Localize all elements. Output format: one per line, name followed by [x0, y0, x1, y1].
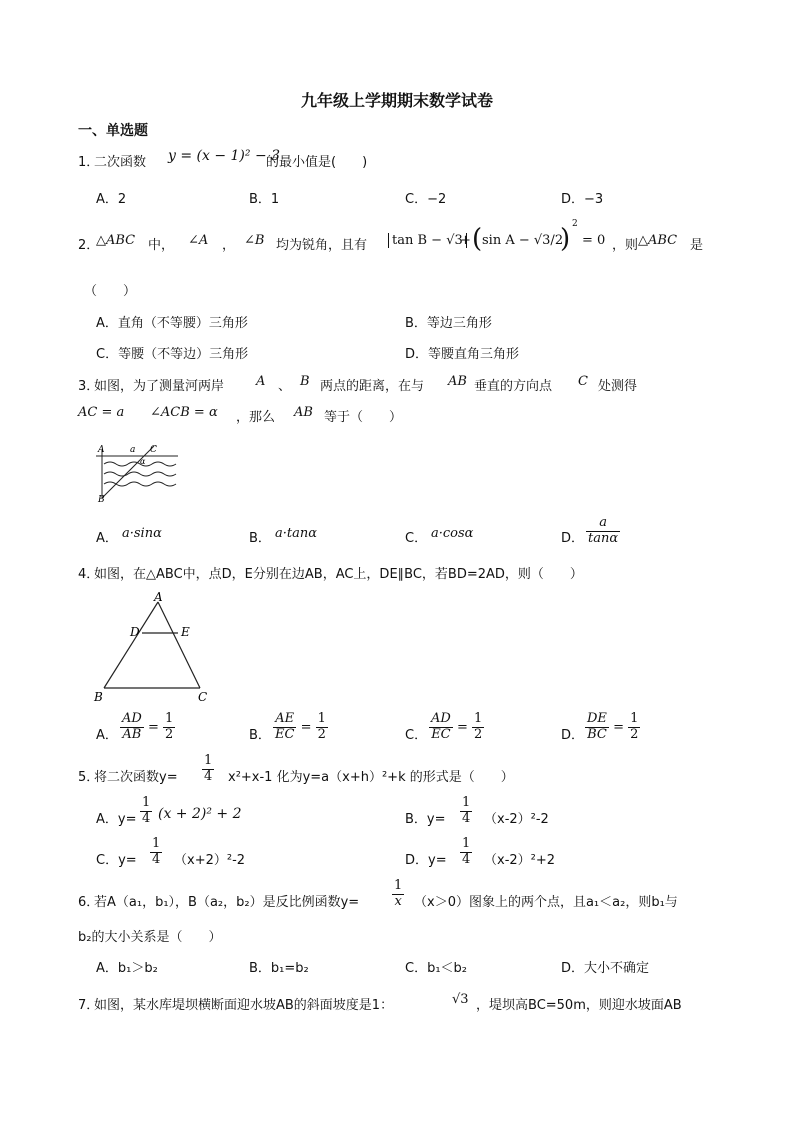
fraction-quarter: $\frac{1}{4}$	[142, 795, 151, 826]
fraction-one-over-x: $\frac{1}{x}$	[394, 878, 403, 909]
option-a: A．b₁＞b₂	[96, 961, 158, 976]
question-text: 垂直的方向点	[474, 379, 553, 394]
question-text: ，堤坝高BC=50m，则迎水坡面AB	[476, 998, 682, 1013]
label-alpha: α	[140, 457, 146, 466]
option-c-label: C．	[405, 531, 428, 546]
option-b: （x-2）²-2	[484, 812, 549, 827]
option-c: C．−2	[405, 192, 447, 207]
formula: y = (x − 1)² − 3	[168, 148, 281, 164]
question-number: 3．	[78, 379, 100, 394]
angle-b: ∠B	[244, 233, 265, 248]
option-c-label: C．y=	[96, 853, 137, 868]
equals-zero: = 0	[582, 233, 606, 248]
question-text: 如图，为了测量河两岸	[94, 379, 225, 394]
right-paren: )	[560, 224, 571, 254]
section-heading: 一、单选题	[78, 123, 148, 139]
option-a-label: A．	[96, 728, 118, 743]
angle-a: ∠A	[188, 233, 209, 248]
label-c: C	[198, 690, 208, 704]
question-text: （x＞0）图象上的两个点，且a₁＜a₂，则b₁与	[414, 895, 678, 910]
option-b: B．1	[249, 192, 280, 207]
option-a: A．直角（不等腰）三角形	[96, 316, 248, 331]
option-d-label: D．	[561, 728, 585, 743]
point-a: A	[256, 374, 266, 389]
option-a: A．2	[96, 192, 127, 207]
option-d-label: D．	[561, 531, 585, 546]
question-number: 1．	[78, 155, 100, 170]
option-a-label: A．	[96, 531, 118, 546]
question-number: 4．	[78, 567, 100, 582]
segment-ab: AB	[294, 405, 313, 420]
label-c: C	[150, 445, 157, 455]
option-a: (x + 2)² + 2	[158, 806, 242, 822]
question-text: 二次函数	[94, 155, 147, 170]
question-number: 2．	[78, 238, 100, 253]
question-text: 处测得	[598, 379, 638, 394]
option-c: C．等腰（不等边）三角形	[96, 347, 249, 362]
answer-bracket: （ ）	[84, 284, 137, 299]
question-text: 等于（ ）	[324, 410, 403, 425]
segment-ab: AB	[448, 374, 467, 389]
option-c: a·cosα	[431, 526, 474, 541]
point-c: C	[578, 374, 588, 389]
sqrt-3: √3	[452, 992, 469, 1007]
option-b: $\frac{AE}{EC}$ = $\frac{1}{2}$	[275, 711, 326, 742]
fraction-quarter: $\frac{1}{4}$	[204, 753, 213, 784]
option-d: $\frac{a}{\tan\alpha}$	[588, 515, 619, 546]
option-c: C．b₁＜b₂	[405, 961, 468, 976]
question-text: 均为锐角，且有	[276, 238, 368, 253]
question-text: x²+x-1 化为y=a（x+h）²+k 的形式是（ ）	[228, 770, 514, 785]
condition-ac: AC = a	[78, 405, 125, 420]
triangle-abc: △ABC	[96, 233, 136, 248]
option-a: $\frac{AD}{AB}$ = $\frac{1}{2}$	[122, 711, 174, 742]
plus-sign: +	[460, 233, 471, 248]
fraction-quarter: $\frac{1}{4}$	[152, 836, 161, 867]
option-b-label: B．y=	[405, 812, 446, 827]
label-a: A	[154, 590, 163, 604]
option-a: a·sinα	[122, 526, 162, 541]
fraction-quarter: $\frac{1}{4}$	[462, 795, 471, 826]
option-b: a·tanα	[275, 526, 318, 541]
question-text: 中，	[148, 238, 175, 253]
abs-expression: tan B − √3	[388, 233, 467, 248]
option-d: D．−3	[561, 192, 604, 207]
option-a-label: A．y=	[96, 812, 137, 827]
question-text: b₂的大小关系是（ ）	[78, 930, 222, 945]
question-text: 是	[690, 238, 704, 253]
question-text: 如图，在△ABC中，点D，E分别在边AB，AC上，DE∥BC，若BD=2AD，则（ ）	[94, 567, 583, 582]
question-text: 两点的距离，在与	[320, 379, 425, 394]
option-b-label: B．	[249, 531, 271, 546]
label-e: E	[181, 625, 190, 639]
option-d: $\frac{DE}{BC}$ = $\frac{1}{2}$	[587, 711, 639, 742]
page-title: 九年级上学期期末数学试卷	[300, 91, 493, 110]
separator: 、	[278, 379, 292, 394]
label-side-a: a	[130, 445, 136, 455]
question-text: 将二次函数y=	[94, 770, 178, 785]
label-b: B	[98, 495, 105, 504]
option-b: B．等边三角形	[405, 316, 492, 331]
question-text: 如图，某水库堤坝横断面迎水坡AB的斜面坡度是1：	[94, 998, 394, 1013]
left-paren: (	[472, 224, 483, 254]
triangle-abc: △ABC	[638, 233, 678, 248]
question-number: 5．	[78, 770, 100, 785]
question-text: 的最小值是( )	[266, 155, 368, 170]
river-figure	[92, 440, 182, 504]
question-text: ，则	[612, 238, 639, 253]
option-d: D．大小不确定	[561, 961, 650, 976]
option-d: （x-2）²+2	[484, 853, 556, 868]
option-d-label: D．y=	[405, 853, 447, 868]
question-text: ，那么	[236, 410, 276, 425]
label-d: D	[130, 625, 140, 639]
option-c: （x+2）²-2	[174, 853, 246, 868]
fraction-quarter: $\frac{1}{4}$	[462, 836, 471, 867]
exponent-2: 2	[572, 219, 578, 229]
question-number: 7．	[78, 998, 100, 1013]
point-b: B	[300, 374, 310, 389]
comma: ，	[222, 238, 236, 253]
condition-angle: ∠ACB = α	[150, 405, 218, 420]
option-b: B．b₁=b₂	[249, 961, 309, 976]
option-d: D．等腰直角三角形	[405, 347, 520, 362]
triangle-figure	[90, 590, 220, 706]
option-c-label: C．	[405, 728, 428, 743]
label-a: A	[98, 445, 105, 455]
question-text: 若A（a₁，b₁），B（a₂，b₂）是反比例函数y=	[94, 895, 360, 910]
question-number: 6．	[78, 895, 100, 910]
paren-expression: sin A − √3/2	[482, 233, 564, 248]
option-b-label: B．	[249, 728, 271, 743]
label-b: B	[94, 690, 103, 704]
option-c: $\frac{AD}{EC}$ = $\frac{1}{2}$	[431, 711, 483, 742]
